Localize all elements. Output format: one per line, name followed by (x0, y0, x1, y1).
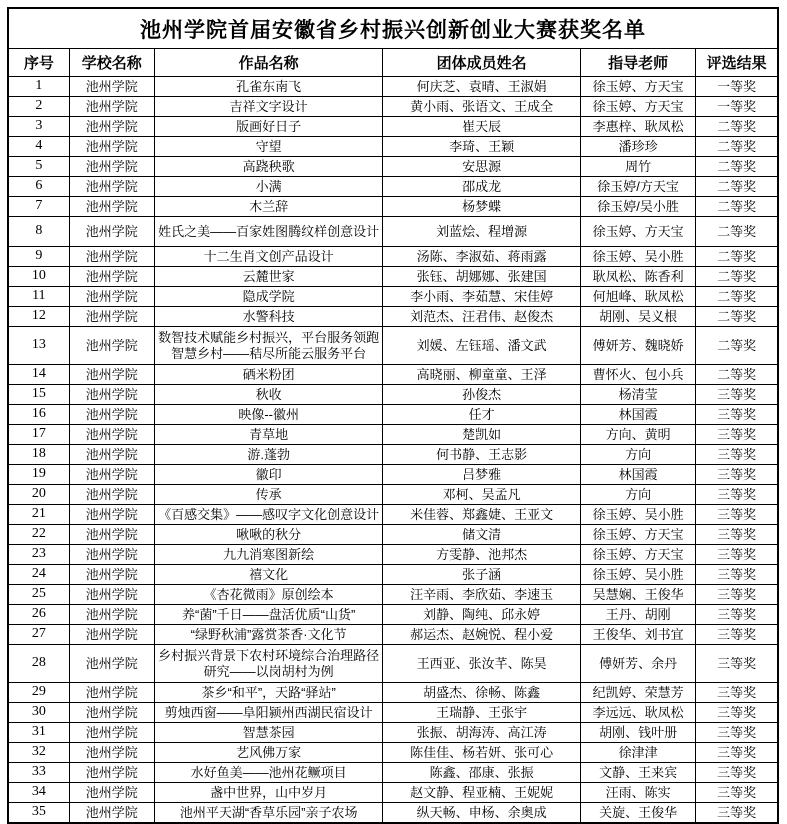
table-row (8, 327, 778, 365)
member-names: 崔天辰 (383, 117, 581, 137)
award-result: 三等奖 (696, 763, 778, 783)
award-result: 三等奖 (696, 783, 778, 803)
award-result: 三等奖 (696, 743, 778, 763)
work-name: 硒米粉团 (154, 365, 383, 385)
work-name: 吉祥文字设计 (154, 97, 383, 117)
award-result: 三等奖 (696, 505, 778, 525)
school-name: 池州学院 (69, 197, 154, 217)
member-names: 刘蓝烩、程增源 (383, 217, 581, 247)
table-row (8, 485, 778, 505)
table-row (8, 783, 778, 803)
page-title: 池州学院首届安徽省乡村振兴创新创业大赛获奖名单 (8, 8, 778, 49)
school-name: 池州学院 (69, 763, 154, 783)
table-row (8, 723, 778, 743)
member-names: 李琦、王颖 (383, 137, 581, 157)
member-names: 李小雨、李茹慧、宋佳婷 (383, 287, 581, 307)
table-row (8, 763, 778, 783)
work-name: 十二生肖文创产品设计 (154, 247, 383, 267)
column-header-2: 作品名称 (154, 49, 383, 77)
advisors: 徐津津 (580, 743, 695, 763)
member-names: 胡盛杰、徐畅、陈鑫 (383, 683, 581, 703)
table-row (8, 405, 778, 425)
table-row (8, 117, 778, 137)
work-name: 水警科技 (154, 307, 383, 327)
award-result: 三等奖 (696, 425, 778, 445)
member-names: 何书静、王志影 (383, 445, 581, 465)
award-result: 二等奖 (696, 117, 778, 137)
school-name: 池州学院 (69, 137, 154, 157)
work-name: 艺风佛万家 (154, 743, 383, 763)
table-row (8, 425, 778, 445)
school-name: 池州学院 (69, 625, 154, 645)
row-number: 10 (8, 267, 69, 287)
member-names: 张振、胡海涛、高江涛 (383, 723, 581, 743)
member-names: 刘范杰、汪君伟、赵俊杰 (383, 307, 581, 327)
work-name: 《百感交集》——感叹字文化创意设计 (154, 505, 383, 525)
table-row (8, 157, 778, 177)
awards-table (7, 7, 779, 824)
school-name: 池州学院 (69, 743, 154, 763)
award-result: 二等奖 (696, 157, 778, 177)
member-names: 郝运杰、赵婉悦、程小爱 (383, 625, 581, 645)
row-number: 34 (8, 783, 69, 803)
school-name: 池州学院 (69, 723, 154, 743)
award-result: 二等奖 (696, 267, 778, 287)
table-row (8, 385, 778, 405)
member-names: 孙俊杰 (383, 385, 581, 405)
table-row (8, 445, 778, 465)
award-result: 三等奖 (696, 565, 778, 585)
advisors: 徐玉婷、方天宝 (580, 97, 695, 117)
advisors: 文静、王来宾 (580, 763, 695, 783)
column-header-4: 指导老师 (580, 49, 695, 77)
member-names: 赵文静、程亚楠、王妮妮 (383, 783, 581, 803)
member-names: 纵天畅、申杨、余奥成 (383, 803, 581, 824)
advisors: 王丹、胡刚 (580, 605, 695, 625)
award-result: 二等奖 (696, 247, 778, 267)
member-names: 刘媛、左钰瑶、潘文武 (383, 327, 581, 365)
table-row (8, 565, 778, 585)
award-result: 三等奖 (696, 445, 778, 465)
advisors: 徐玉婷、吴小胜 (580, 247, 695, 267)
school-name: 池州学院 (69, 545, 154, 565)
school-name: 池州学院 (69, 525, 154, 545)
table-row (8, 803, 778, 824)
work-name: 传承 (154, 485, 383, 505)
school-name: 池州学院 (69, 385, 154, 405)
row-number: 22 (8, 525, 69, 545)
row-number: 32 (8, 743, 69, 763)
advisors: 胡刚、钱叶册 (580, 723, 695, 743)
work-name: 游.蓬勃 (154, 445, 383, 465)
column-header-3: 团体成员姓名 (383, 49, 581, 77)
school-name: 池州学院 (69, 585, 154, 605)
member-names: 高晓丽、柳童童、王泽 (383, 365, 581, 385)
advisors: 王俊华、刘书宜 (580, 625, 695, 645)
row-number: 27 (8, 625, 69, 645)
row-number: 2 (8, 97, 69, 117)
award-result: 二等奖 (696, 217, 778, 247)
row-number: 3 (8, 117, 69, 137)
member-names: 安思源 (383, 157, 581, 177)
row-number: 29 (8, 683, 69, 703)
member-names: 储文清 (383, 525, 581, 545)
award-result: 二等奖 (696, 197, 778, 217)
school-name: 池州学院 (69, 287, 154, 307)
member-names: 陈佳佳、杨若妍、张可心 (383, 743, 581, 763)
school-name: 池州学院 (69, 783, 154, 803)
work-name: 《杏花微雨》原创绘本 (154, 585, 383, 605)
table-row (8, 287, 778, 307)
member-names: 刘静、陶纯、邱永婷 (383, 605, 581, 625)
row-number: 8 (8, 217, 69, 247)
member-names: 米佳蓉、郑鑫婕、王亚文 (383, 505, 581, 525)
advisors: 耿凤松、陈香利 (580, 267, 695, 287)
award-result: 二等奖 (696, 177, 778, 197)
column-header-0: 序号 (8, 49, 69, 77)
award-result: 三等奖 (696, 545, 778, 565)
advisors: 方向 (580, 445, 695, 465)
row-number: 14 (8, 365, 69, 385)
row-number: 13 (8, 327, 69, 365)
advisors: 方向、黄明 (580, 425, 695, 445)
column-header-1: 学校名称 (69, 49, 154, 77)
advisors: 李远远、耿凤松 (580, 703, 695, 723)
table-row (8, 137, 778, 157)
school-name: 池州学院 (69, 425, 154, 445)
work-name: 养“菌”千日——盘活优质“山货” (154, 605, 383, 625)
member-names: 张子涵 (383, 565, 581, 585)
row-number: 18 (8, 445, 69, 465)
advisors: 傅妍芳、魏晓娇 (580, 327, 695, 365)
work-name: 映像--徽州 (154, 405, 383, 425)
table-row (8, 177, 778, 197)
advisors: 胡刚、吴义根 (580, 307, 695, 327)
advisors: 林国霞 (580, 465, 695, 485)
school-name: 池州学院 (69, 803, 154, 824)
member-names: 王西亚、张汝芊、陈昊 (383, 645, 581, 683)
member-names: 陈鑫、邵康、张振 (383, 763, 581, 783)
work-name: 小满 (154, 177, 383, 197)
advisors: 徐玉婷/方天宝 (580, 177, 695, 197)
advisors: 关旋、王俊华 (580, 803, 695, 824)
advisors: 徐玉婷、方天宝 (580, 545, 695, 565)
award-result: 一等奖 (696, 97, 778, 117)
work-name: 智慧茶园 (154, 723, 383, 743)
advisors: 徐玉婷、吴小胜 (580, 565, 695, 585)
work-name: “绿野秋浦”露赏茶香·文化节 (154, 625, 383, 645)
school-name: 池州学院 (69, 605, 154, 625)
award-result: 三等奖 (696, 803, 778, 824)
header-row (8, 49, 778, 77)
work-name: 版画好日子 (154, 117, 383, 137)
advisors: 曹怀火、包小兵 (580, 365, 695, 385)
table-row (8, 465, 778, 485)
award-result: 三等奖 (696, 645, 778, 683)
table-row (8, 645, 778, 683)
work-name: 守望 (154, 137, 383, 157)
school-name: 池州学院 (69, 683, 154, 703)
school-name: 池州学院 (69, 117, 154, 137)
school-name: 池州学院 (69, 217, 154, 247)
advisors: 徐玉婷、吴小胜 (580, 505, 695, 525)
school-name: 池州学院 (69, 485, 154, 505)
work-name: 姓氏之美——百家姓图腾纹样创意设计 (154, 217, 383, 247)
row-number: 21 (8, 505, 69, 525)
advisors: 徐玉婷、方天宝 (580, 77, 695, 97)
member-names: 汤陈、李淑茹、蒋雨露 (383, 247, 581, 267)
title-row (8, 8, 778, 49)
school-name: 池州学院 (69, 327, 154, 365)
table-row (8, 585, 778, 605)
school-name: 池州学院 (69, 157, 154, 177)
row-number: 26 (8, 605, 69, 625)
award-result: 三等奖 (696, 405, 778, 425)
table-row (8, 247, 778, 267)
advisors: 周竹 (580, 157, 695, 177)
row-number: 20 (8, 485, 69, 505)
school-name: 池州学院 (69, 465, 154, 485)
row-number: 11 (8, 287, 69, 307)
award-result: 三等奖 (696, 385, 778, 405)
row-number: 1 (8, 77, 69, 97)
award-result: 三等奖 (696, 605, 778, 625)
school-name: 池州学院 (69, 405, 154, 425)
award-result: 一等奖 (696, 77, 778, 97)
table-row (8, 703, 778, 723)
award-result: 三等奖 (696, 525, 778, 545)
table-row (8, 97, 778, 117)
work-name: 秋收 (154, 385, 383, 405)
work-name: 茶乡“和平”，天路“驿站” (154, 683, 383, 703)
table-row (8, 217, 778, 247)
school-name: 池州学院 (69, 365, 154, 385)
advisors: 李惠梓、耿凤松 (580, 117, 695, 137)
work-name: 剪烛西窗——阜阳颍州西湖民宿设计 (154, 703, 383, 723)
row-number: 12 (8, 307, 69, 327)
school-name: 池州学院 (69, 247, 154, 267)
advisors: 潘珍珍 (580, 137, 695, 157)
award-result: 三等奖 (696, 703, 778, 723)
table-row (8, 197, 778, 217)
member-names: 张钰、胡娜娜、张建国 (383, 267, 581, 287)
school-name: 池州学院 (69, 445, 154, 465)
member-names: 何庆芝、袁晴、王淑娟 (383, 77, 581, 97)
table-row (8, 605, 778, 625)
row-number: 35 (8, 803, 69, 824)
row-number: 16 (8, 405, 69, 425)
school-name: 池州学院 (69, 267, 154, 287)
school-name: 池州学院 (69, 645, 154, 683)
work-name: 孔雀东南飞 (154, 77, 383, 97)
table-row (8, 525, 778, 545)
work-name: 九九消寒图新绘 (154, 545, 383, 565)
table-row (8, 683, 778, 703)
award-result: 二等奖 (696, 137, 778, 157)
row-number: 33 (8, 763, 69, 783)
award-result: 二等奖 (696, 287, 778, 307)
award-result: 二等奖 (696, 365, 778, 385)
work-name: 木兰辞 (154, 197, 383, 217)
work-name: 隐成学院 (154, 287, 383, 307)
row-number: 4 (8, 137, 69, 157)
school-name: 池州学院 (69, 77, 154, 97)
column-header-5: 评选结果 (696, 49, 778, 77)
table-row (8, 365, 778, 385)
advisors: 汪雨、陈实 (580, 783, 695, 803)
row-number: 23 (8, 545, 69, 565)
work-name: 高跷秧歌 (154, 157, 383, 177)
school-name: 池州学院 (69, 177, 154, 197)
award-result: 二等奖 (696, 327, 778, 365)
row-number: 28 (8, 645, 69, 683)
table-row (8, 545, 778, 565)
work-name: 禧文化 (154, 565, 383, 585)
table-row (8, 307, 778, 327)
advisors: 方向 (580, 485, 695, 505)
school-name: 池州学院 (69, 307, 154, 327)
work-name: 啾啾的秋分 (154, 525, 383, 545)
member-names: 杨梦蝶 (383, 197, 581, 217)
member-names: 黄小雨、张语文、王成全 (383, 97, 581, 117)
award-result: 三等奖 (696, 683, 778, 703)
work-name: 云麓世家 (154, 267, 383, 287)
school-name: 池州学院 (69, 565, 154, 585)
award-result: 三等奖 (696, 625, 778, 645)
school-name: 池州学院 (69, 97, 154, 117)
award-result: 三等奖 (696, 723, 778, 743)
table-row (8, 743, 778, 763)
row-number: 24 (8, 565, 69, 585)
award-result: 三等奖 (696, 485, 778, 505)
award-result: 三等奖 (696, 585, 778, 605)
table-row (8, 625, 778, 645)
row-number: 17 (8, 425, 69, 445)
row-number: 30 (8, 703, 69, 723)
member-names: 吕梦雅 (383, 465, 581, 485)
award-result: 三等奖 (696, 465, 778, 485)
advisors: 林国霞 (580, 405, 695, 425)
row-number: 7 (8, 197, 69, 217)
work-name: 盏中世界，山中岁月 (154, 783, 383, 803)
row-number: 5 (8, 157, 69, 177)
advisors: 何旭峰、耿凤松 (580, 287, 695, 307)
row-number: 31 (8, 723, 69, 743)
advisors: 吴慧娴、王俊华 (580, 585, 695, 605)
advisors: 纪凯婷、荣慧芳 (580, 683, 695, 703)
school-name: 池州学院 (69, 505, 154, 525)
member-names: 方雯静、池邦杰 (383, 545, 581, 565)
member-names: 楚凯如 (383, 425, 581, 445)
school-name: 池州学院 (69, 703, 154, 723)
table-row (8, 267, 778, 287)
award-result: 二等奖 (696, 307, 778, 327)
member-names: 邵成龙 (383, 177, 581, 197)
work-name: 乡村振兴背景下农村环境综合治理路径研究——以岗胡村为例 (154, 645, 383, 683)
row-number: 15 (8, 385, 69, 405)
advisors: 徐玉婷、方天宝 (580, 525, 695, 545)
table-body (8, 77, 778, 824)
advisors: 杨清莹 (580, 385, 695, 405)
work-name: 池州平天湖“香草乐园”亲子农场 (154, 803, 383, 824)
work-name: 数智技术赋能乡村振兴，平台服务领跑智慧乡村——秸尽所能云服务平台 (154, 327, 383, 365)
work-name: 水好鱼美——池州花鳜项目 (154, 763, 383, 783)
table-row (8, 77, 778, 97)
member-names: 任才 (383, 405, 581, 425)
advisors: 徐玉婷/吴小胜 (580, 197, 695, 217)
row-number: 25 (8, 585, 69, 605)
member-names: 汪辛雨、李欣茹、李速玉 (383, 585, 581, 605)
row-number: 19 (8, 465, 69, 485)
work-name: 青草地 (154, 425, 383, 445)
table-row (8, 505, 778, 525)
member-names: 邓柯、吴孟凡 (383, 485, 581, 505)
advisors: 傅妍芳、余丹 (580, 645, 695, 683)
row-number: 6 (8, 177, 69, 197)
work-name: 徽印 (154, 465, 383, 485)
row-number: 9 (8, 247, 69, 267)
advisors: 徐玉婷、方天宝 (580, 217, 695, 247)
member-names: 王瑞静、王张宇 (383, 703, 581, 723)
